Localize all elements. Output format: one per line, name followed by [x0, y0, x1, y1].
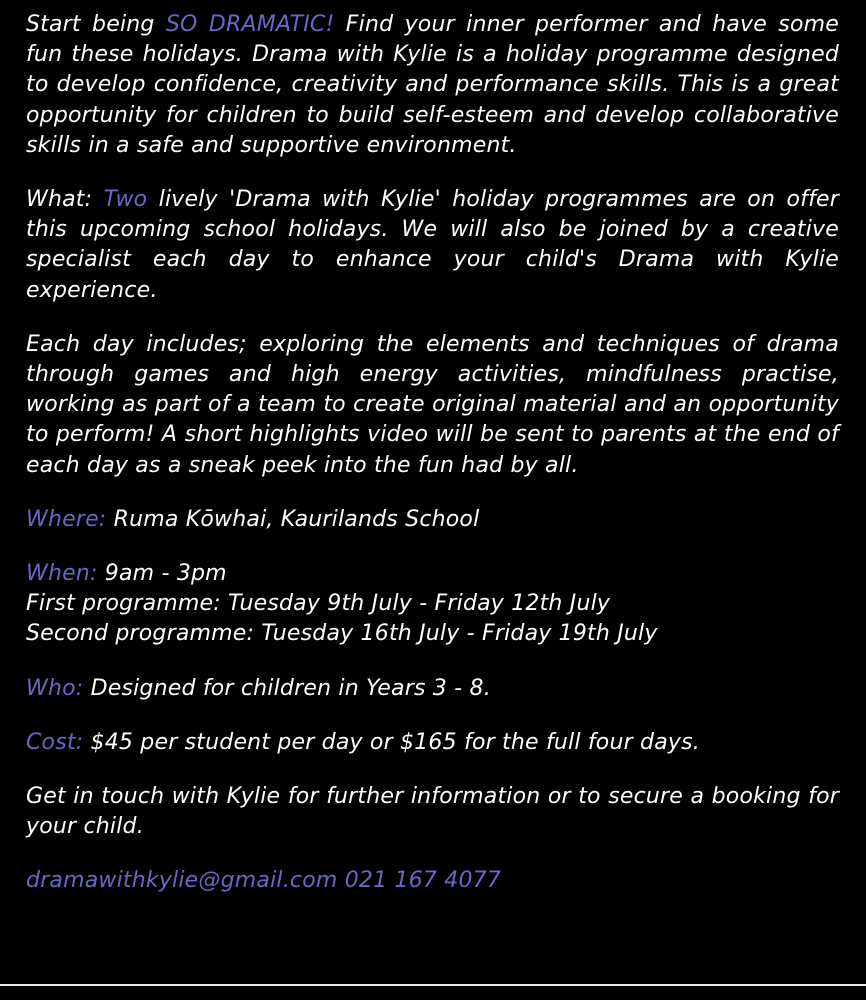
cost-label: Cost: [26, 729, 84, 755]
intro-lead: Start being [26, 12, 166, 37]
what-label: What: [26, 187, 104, 213]
where-label: Where: [26, 506, 107, 532]
cost-value: $45 per student per day or $165 for the full four days. [83, 729, 700, 755]
when-time-line [26, 559, 839, 589]
where-value: Ruma Kōwhai, Kaurilands School [106, 506, 480, 532]
who-paragraph [26, 674, 839, 704]
when-value: 9am - 3pm [97, 561, 227, 587]
each-day-paragraph: Each day includes; exploring the elements and techniques of drama through games and high energy activities, mindfulness practise, working as part of a team to create original material and an opportunity to perform! A short highlights video will be sent to parents at the end of each day as a sneak peek into the fun had by all. [26, 331, 839, 478]
what-highlight: Two [103, 187, 148, 213]
what-rest: lively 'Drama with Kylie' holiday programmes are on offer this upcoming school holidays. We will also be joined by a creative specialist each day to enhance your child's Drama with Kylie experience. [26, 187, 839, 303]
contact-email[interactable]: dramawithkylie@gmail.com [26, 868, 338, 894]
intro-highlight: SO DRAMATIC! [165, 12, 335, 37]
cost-paragraph [26, 728, 839, 758]
contact-details [26, 866, 839, 896]
bottom-divider [0, 984, 866, 986]
what-paragraph [26, 185, 839, 306]
second-programme-dates: Second programme: Tuesday 16th July - Friday 19th July [26, 621, 658, 647]
programme-info [26, 10, 839, 921]
contact-paragraph: Get in touch with Kylie for further information or to secure a booking for your child. [26, 784, 839, 840]
where-paragraph [26, 505, 839, 535]
when-label: When: [26, 561, 98, 587]
intro-rest: Find your inner performer and have some fun these holidays. Drama with Kylie is a holiday programme designed to develop confidence, creativity and performance skills. This is a great opportunity for children to build self-esteem and develop collaborative skills in a safe and supportive environment. [26, 12, 839, 158]
when-paragraph [26, 559, 839, 650]
contact-phone[interactable]: 021 167 4077 [344, 868, 502, 894]
who-value: Designed for children in Years 3 - 8. [83, 675, 491, 701]
first-programme-dates: First programme: Tuesday 9th July - Friday 12th July [26, 591, 611, 617]
who-label: Who: [26, 675, 84, 701]
intro-paragraph [26, 10, 839, 161]
